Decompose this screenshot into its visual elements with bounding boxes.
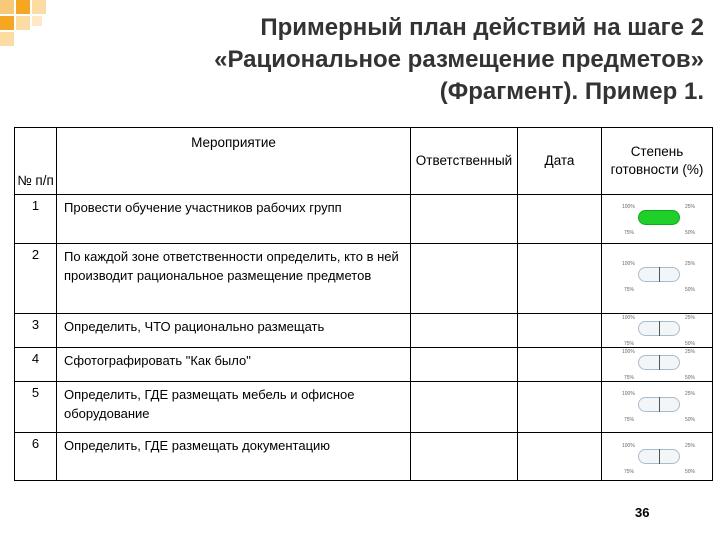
gauge-bar [638, 210, 680, 225]
gauge-needle [659, 267, 660, 282]
row-progress [602, 195, 713, 244]
row-responsible [411, 382, 518, 433]
row-responsible [411, 244, 518, 314]
gauge-label: 75% [624, 417, 635, 423]
row-num: 1 [15, 195, 57, 244]
row-date [518, 195, 602, 244]
row-num: 2 [15, 244, 57, 314]
row-responsible [411, 348, 518, 382]
gauge-label: 50% [685, 375, 696, 381]
row-num: 6 [15, 433, 57, 481]
table-header-row [15, 128, 713, 195]
progress-gauge [622, 390, 694, 426]
gauge-label: 100% [622, 349, 635, 355]
row-progress [602, 314, 713, 348]
row-responsible [411, 195, 518, 244]
gauge-label: 25% [685, 204, 696, 210]
row-date [518, 382, 602, 433]
row-task: Сфотографировать "Как было" [57, 348, 411, 382]
progress-gauge [622, 314, 694, 350]
row-date [518, 244, 602, 314]
header-date: Дата [518, 128, 602, 195]
gauge-label: 50% [685, 469, 696, 475]
gauge-label: 50% [685, 230, 696, 236]
gauge-label: 25% [685, 261, 696, 267]
title-line-2: «Рациональное размещение предметов» [214, 46, 704, 73]
gauge-needle [659, 355, 660, 370]
row-date [518, 314, 602, 348]
table-row [15, 195, 713, 244]
action-plan-table [14, 127, 713, 481]
row-task: Определить, ЧТО рационально размещать [57, 314, 411, 348]
row-progress [602, 433, 713, 481]
gauge-label: 25% [685, 315, 696, 321]
row-num: 3 [15, 314, 57, 348]
header-progress: Степень готовности (%) [602, 128, 713, 195]
row-progress [602, 382, 713, 433]
row-responsible [411, 433, 518, 481]
title-line-3: (Фрагмент). Пример 1. [439, 78, 704, 105]
gauge-label: 25% [685, 391, 696, 397]
gauge-label: 100% [622, 391, 635, 397]
header-event: Мероприятие [57, 128, 411, 195]
row-progress [602, 244, 713, 314]
row-task: Определить, ГДЕ размещать документацию [57, 433, 411, 481]
row-progress [602, 348, 713, 382]
gauge-needle [659, 321, 660, 336]
page-number: 36 [635, 505, 650, 520]
row-num: 4 [15, 348, 57, 382]
header-responsible: Ответственный [411, 128, 518, 195]
gauge-label: 100% [622, 261, 635, 267]
gauge-label: 75% [624, 287, 635, 293]
gauge-label: 100% [622, 443, 635, 449]
table-row [15, 244, 713, 314]
title-line-1: Примерный план действий на шаге 2 [260, 14, 704, 41]
table-row [15, 314, 713, 348]
table-row [15, 433, 713, 481]
header-num: № п/п [15, 128, 57, 195]
table-row [15, 382, 713, 433]
row-responsible [411, 314, 518, 348]
progress-gauge [622, 442, 694, 478]
progress-gauge [622, 203, 694, 239]
progress-gauge [622, 348, 694, 384]
gauge-label: 75% [624, 375, 635, 381]
row-num: 5 [15, 382, 57, 433]
row-date [518, 348, 602, 382]
gauge-needle [659, 397, 660, 412]
row-date [518, 433, 602, 481]
row-task: Провести обучение участников рабочих групп [57, 195, 411, 244]
gauge-label: 100% [622, 204, 635, 210]
gauge-label: 50% [685, 287, 696, 293]
gauge-needle [659, 449, 660, 464]
gauge-label: 100% [622, 315, 635, 321]
page-title [64, 12, 704, 108]
gauge-label: 75% [624, 469, 635, 475]
gauge-label: 25% [685, 349, 696, 355]
gauge-label: 75% [624, 230, 635, 236]
gauge-label: 50% [685, 341, 696, 347]
row-task: Определить, ГДЕ размещать мебель и офисное оборудование [57, 382, 411, 433]
gauge-label: 75% [624, 341, 635, 347]
corner-decoration [0, 0, 60, 50]
gauge-label: 50% [685, 417, 696, 423]
table-row [15, 348, 713, 382]
row-task: По каждой зоне ответственности определить, кто в ней производит рациональное размещение предметов [57, 244, 411, 314]
gauge-label: 25% [685, 443, 696, 449]
progress-gauge [622, 260, 694, 296]
